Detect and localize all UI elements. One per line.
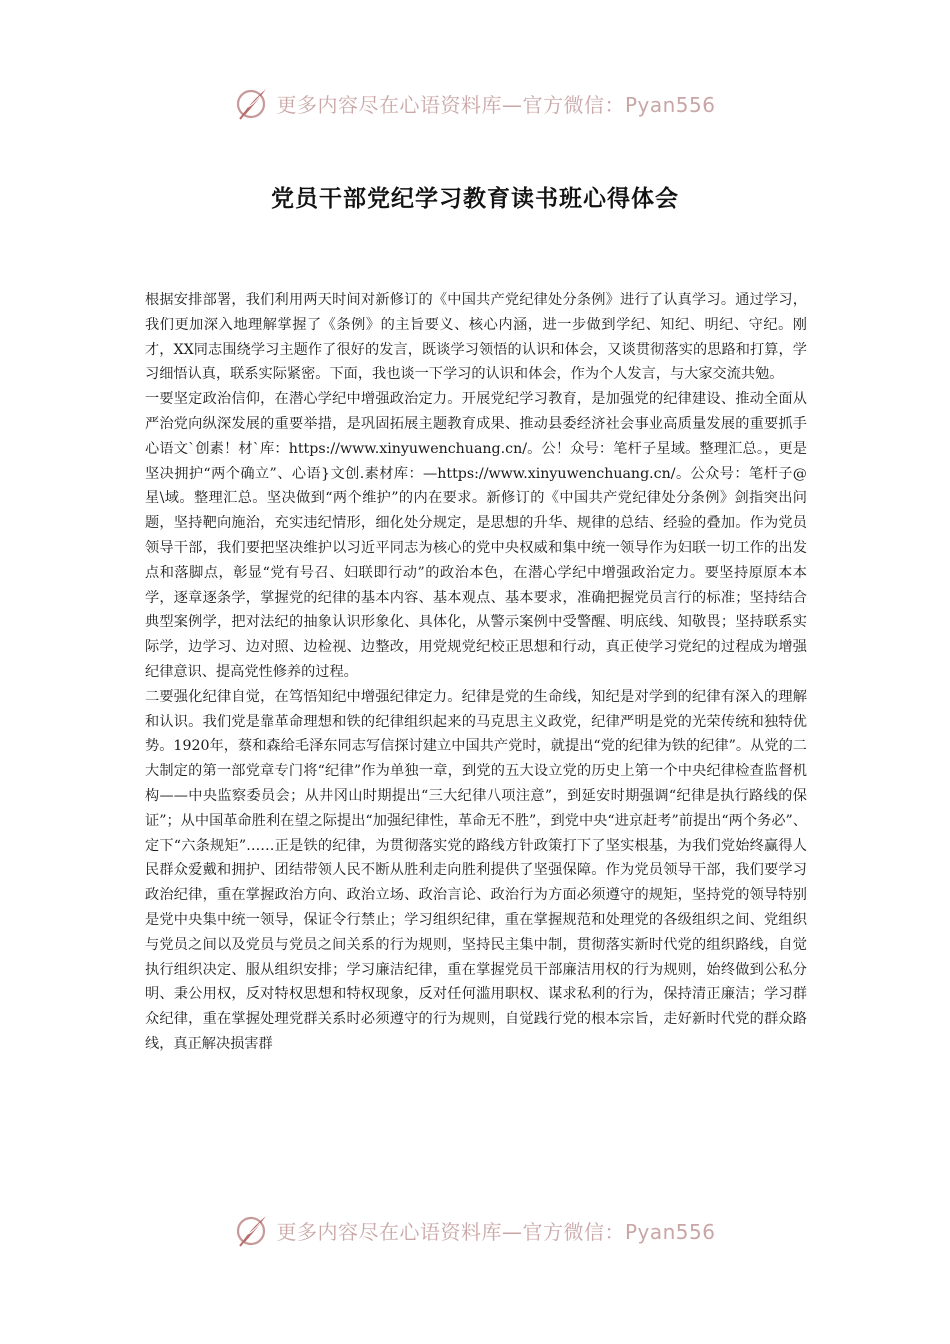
header-watermark-text: 更多内容尽在心语资料库—官方微信：Pyan556 (276, 92, 716, 117)
footer-watermark-banner (0, 1210, 950, 1250)
paragraph-intro: 根据安排部署，我们利用两天时间对新修订的《中国共产党纪律处分条例》进行了认真学习。通过学习，我们更加深入地理解掌握了《条例》的主旨要义、核心内涵，进一步做到学纪、知纪、明纪、守纪。刚才，XX同志围绕学习主题作了很好的发言，既谈学习领悟的认识和体会，又谈贯彻落实的思路和打算，学习细悟认真，联系实际紧密。下面，我也谈一下学习的认识和体会，作为个人发言，与大家交流共勉。 (145, 292, 807, 383)
footer-watermark-text: 更多内容尽在心语资料库—官方微信：Pyan556 (276, 1219, 716, 1244)
document-title: 党员干部党纪学习教育读书班心得体会 (271, 186, 679, 212)
document-body (145, 288, 807, 1188)
quill-pen-logo-icon (234, 85, 270, 121)
paragraph-political: 一要坚定政治信仰，在潜心学纪中增强政治定力。开展党纪学习教育，是加强党的纪律建设、推动全面从严治党向纵深发展的重要举措，是巩固拓展主题教育成果、推动县委经济社会事业高质量发展的重要抓手心语文`创素！材`库：https://www.xinyuwenchuang.cn/。公！众号：笔杆子星域。整理汇总。，更是坚决拥护“两个确立”、心语}文创.素材库：—https://www.xinyuwenchuang.cn/。公众号：笔杆子@星\域。整理汇总。坚决做到“两个维护”的内在要求。新修订的《中国共产党纪律处分条例》剑指突出问题，坚持靶向施治，充实违纪情形，细化处分规定，是思想的升华、规律的总结、经验的叠加。作为党员领导干部，我们要把坚决维护以习近平同志为核心的党中央权威和集中统一领导作为妇联一切工作的出发点和落脚点，彰显“党有号召、妇联即行动”的政治本色，在潜心学纪中增强政治定力。要坚持原原本本学，逐章逐条学，掌握党的纪律的基本内容、基本观点、基本要求，准确把握党员言行的标准；坚持结合典型案例学，把对法纪的抽象认识形象化、具体化，从警示案例中受警醒、明底线、知敬畏；坚持联系实际学，边学习、边对照、边检视、边整改，用党规党纪校正思想和行动，真正使学习党纪的过程成为增强纪律意识、提高党性修养的过程。 (145, 391, 807, 680)
quill-pen-logo-icon (234, 1212, 270, 1248)
paragraph-discipline: 二要强化纪律自觉，在笃悟知纪中增强纪律定力。纪律是党的生命线，知纪是对学到的纪律有深入的理解和认识。我们党是靠革命理想和铁的纪律组织起来的马克思主义政党，纪律严明是党的光荣传统和独特优势。1920年，蔡和森给毛泽东同志写信探讨建立中国共产党时，就提出“党的纪律为铁的纪律”。从党的二大制定的第一部党章专门将“纪律”作为单独一章，到党的五大设立党的历史上第一个中央纪律检查监督机构——中央监察委员会；从井冈山时期提出“三大纪律八项注意”，到延安时期强调“纪律是执行路线的保证”；从中国革命胜利在望之际提出“加强纪律性，革命无不胜”，到党中央“进京赶考”前提出“两个务必”、定下“六条规矩”……正是铁的纪律，为贯彻落实党的路线方针政策打下了坚实根基，为我们党始终赢得人民群众爱戴和拥护、团结带领人民不断从胜利走向胜利提供了坚强保障。作为党员领导干部，我们要学习政治纪律，重在掌握政治方向、政治立场、政治言论、政治行为方面必须遵守的规矩，坚持党的领导特别是党中央集中统一领导，保证令行禁止；学习组织纪律，重在掌握规范和处理党的各级组织之间、党组织与党员之间以及党员与党员之间关系的行为规则，坚持民主集中制，贯彻落实新时代党的组织路线，自觉执行组织决定、服从组织安排；学习廉洁纪律，重在掌握党员干部廉洁用权的行为规则，始终做到公私分明、秉公用权，反对特权思想和特权现象，反对任何滥用职权、谋求私利的行为，保持清正廉洁；学习群众纪律，重在掌握处理党群关系时必须遵守的行为规则，自觉践行党的根本宗旨，走好新时代党的群众路线，真正解决损害群 (145, 688, 807, 1052)
header-watermark-banner (0, 83, 950, 123)
